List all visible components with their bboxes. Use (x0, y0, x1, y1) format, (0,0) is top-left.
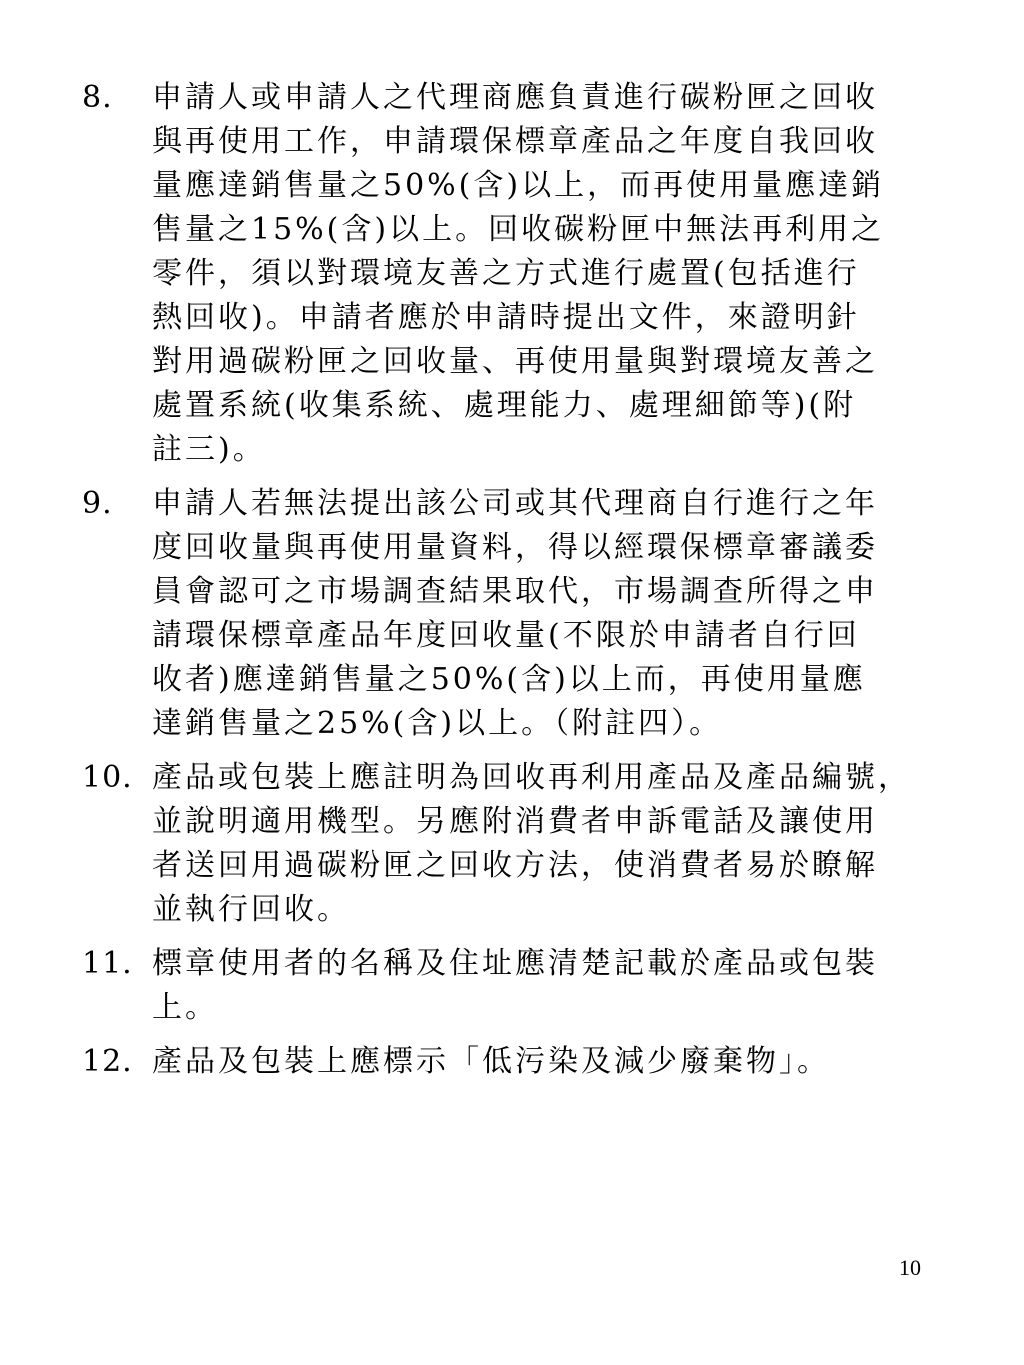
text-line: 度回收量與再使用量資料，得以經環保標章審議委 (152, 530, 878, 565)
text-line: 零件，須以對環境友善之方式進行處置(包括進行 (152, 256, 860, 291)
text-line: 註三)。 (152, 432, 266, 467)
text-line: 員會認可之市場調查結果取代，市場調查所得之申 (152, 574, 878, 609)
text-line: 與再使用工作，申請環保標章產品之年度自我回收 (152, 124, 878, 159)
item-text (152, 76, 982, 472)
item-number: 8. (82, 80, 113, 115)
text-line: 並說明適用機型。另應附消費者申訴電話及讓使用 (152, 804, 878, 839)
text-line: 申請人或申請人之代理商應負責進行碳粉匣之回收 (152, 80, 878, 115)
text-line: 量應達銷售量之50%(含)以上，而再使用量應達銷 (152, 168, 885, 203)
text-line: 售量之15%(含)以上。回收碳粉匣中無法再利用之 (152, 212, 885, 247)
item-text (152, 942, 982, 1030)
text-line: 並執行回收。 (152, 892, 350, 927)
text-line: 標章使用者的名稱及住址應清楚記載於產品或包裝 (152, 946, 878, 981)
text-line: 上。 (152, 990, 218, 1025)
text-line: 產品或包裝上應註明為回收再利用產品及產品編號， (152, 760, 911, 795)
item-number: 12. (82, 1044, 133, 1079)
item-number: 11. (82, 946, 133, 981)
text-line: 對用過碳粉匣之回收量、再使用量與對環境友善之 (152, 344, 878, 379)
list-item-12 (82, 1040, 982, 1084)
text-line: 收者)應達銷售量之50%(含)以上而，再使用量應 (152, 662, 866, 697)
item-text (152, 1040, 982, 1084)
text-line: 產品及包裝上應標示「低污染及減少廢棄物」。 (152, 1044, 830, 1079)
page-number: 10 (899, 1255, 921, 1280)
list-item-9 (82, 482, 982, 746)
text-line: 申請人若無法提出該公司或其代理商自行進行之年 (152, 486, 878, 521)
text-line: 達銷售量之25%(含)以上。（附註四）。 (152, 706, 723, 741)
list-item-11 (82, 942, 982, 1030)
list-item-10 (82, 756, 982, 932)
list-item-8 (82, 76, 982, 472)
item-number: 9. (82, 486, 113, 521)
text-line: 熱回收)。申請者應於申請時提出文件，來證明針 (152, 300, 860, 335)
item-text (152, 482, 982, 746)
item-text (152, 756, 982, 932)
text-line: 處置系統(收集系統、處理能力、處理細節等)(附 (152, 388, 857, 423)
document-body (82, 76, 982, 1094)
text-line: 者送回用過碳粉匣之回收方法，使消費者易於瞭解 (152, 848, 878, 883)
text-line: 請環保標章產品年度回收量(不限於申請者自行回 (152, 618, 860, 653)
item-number: 10. (82, 760, 133, 795)
